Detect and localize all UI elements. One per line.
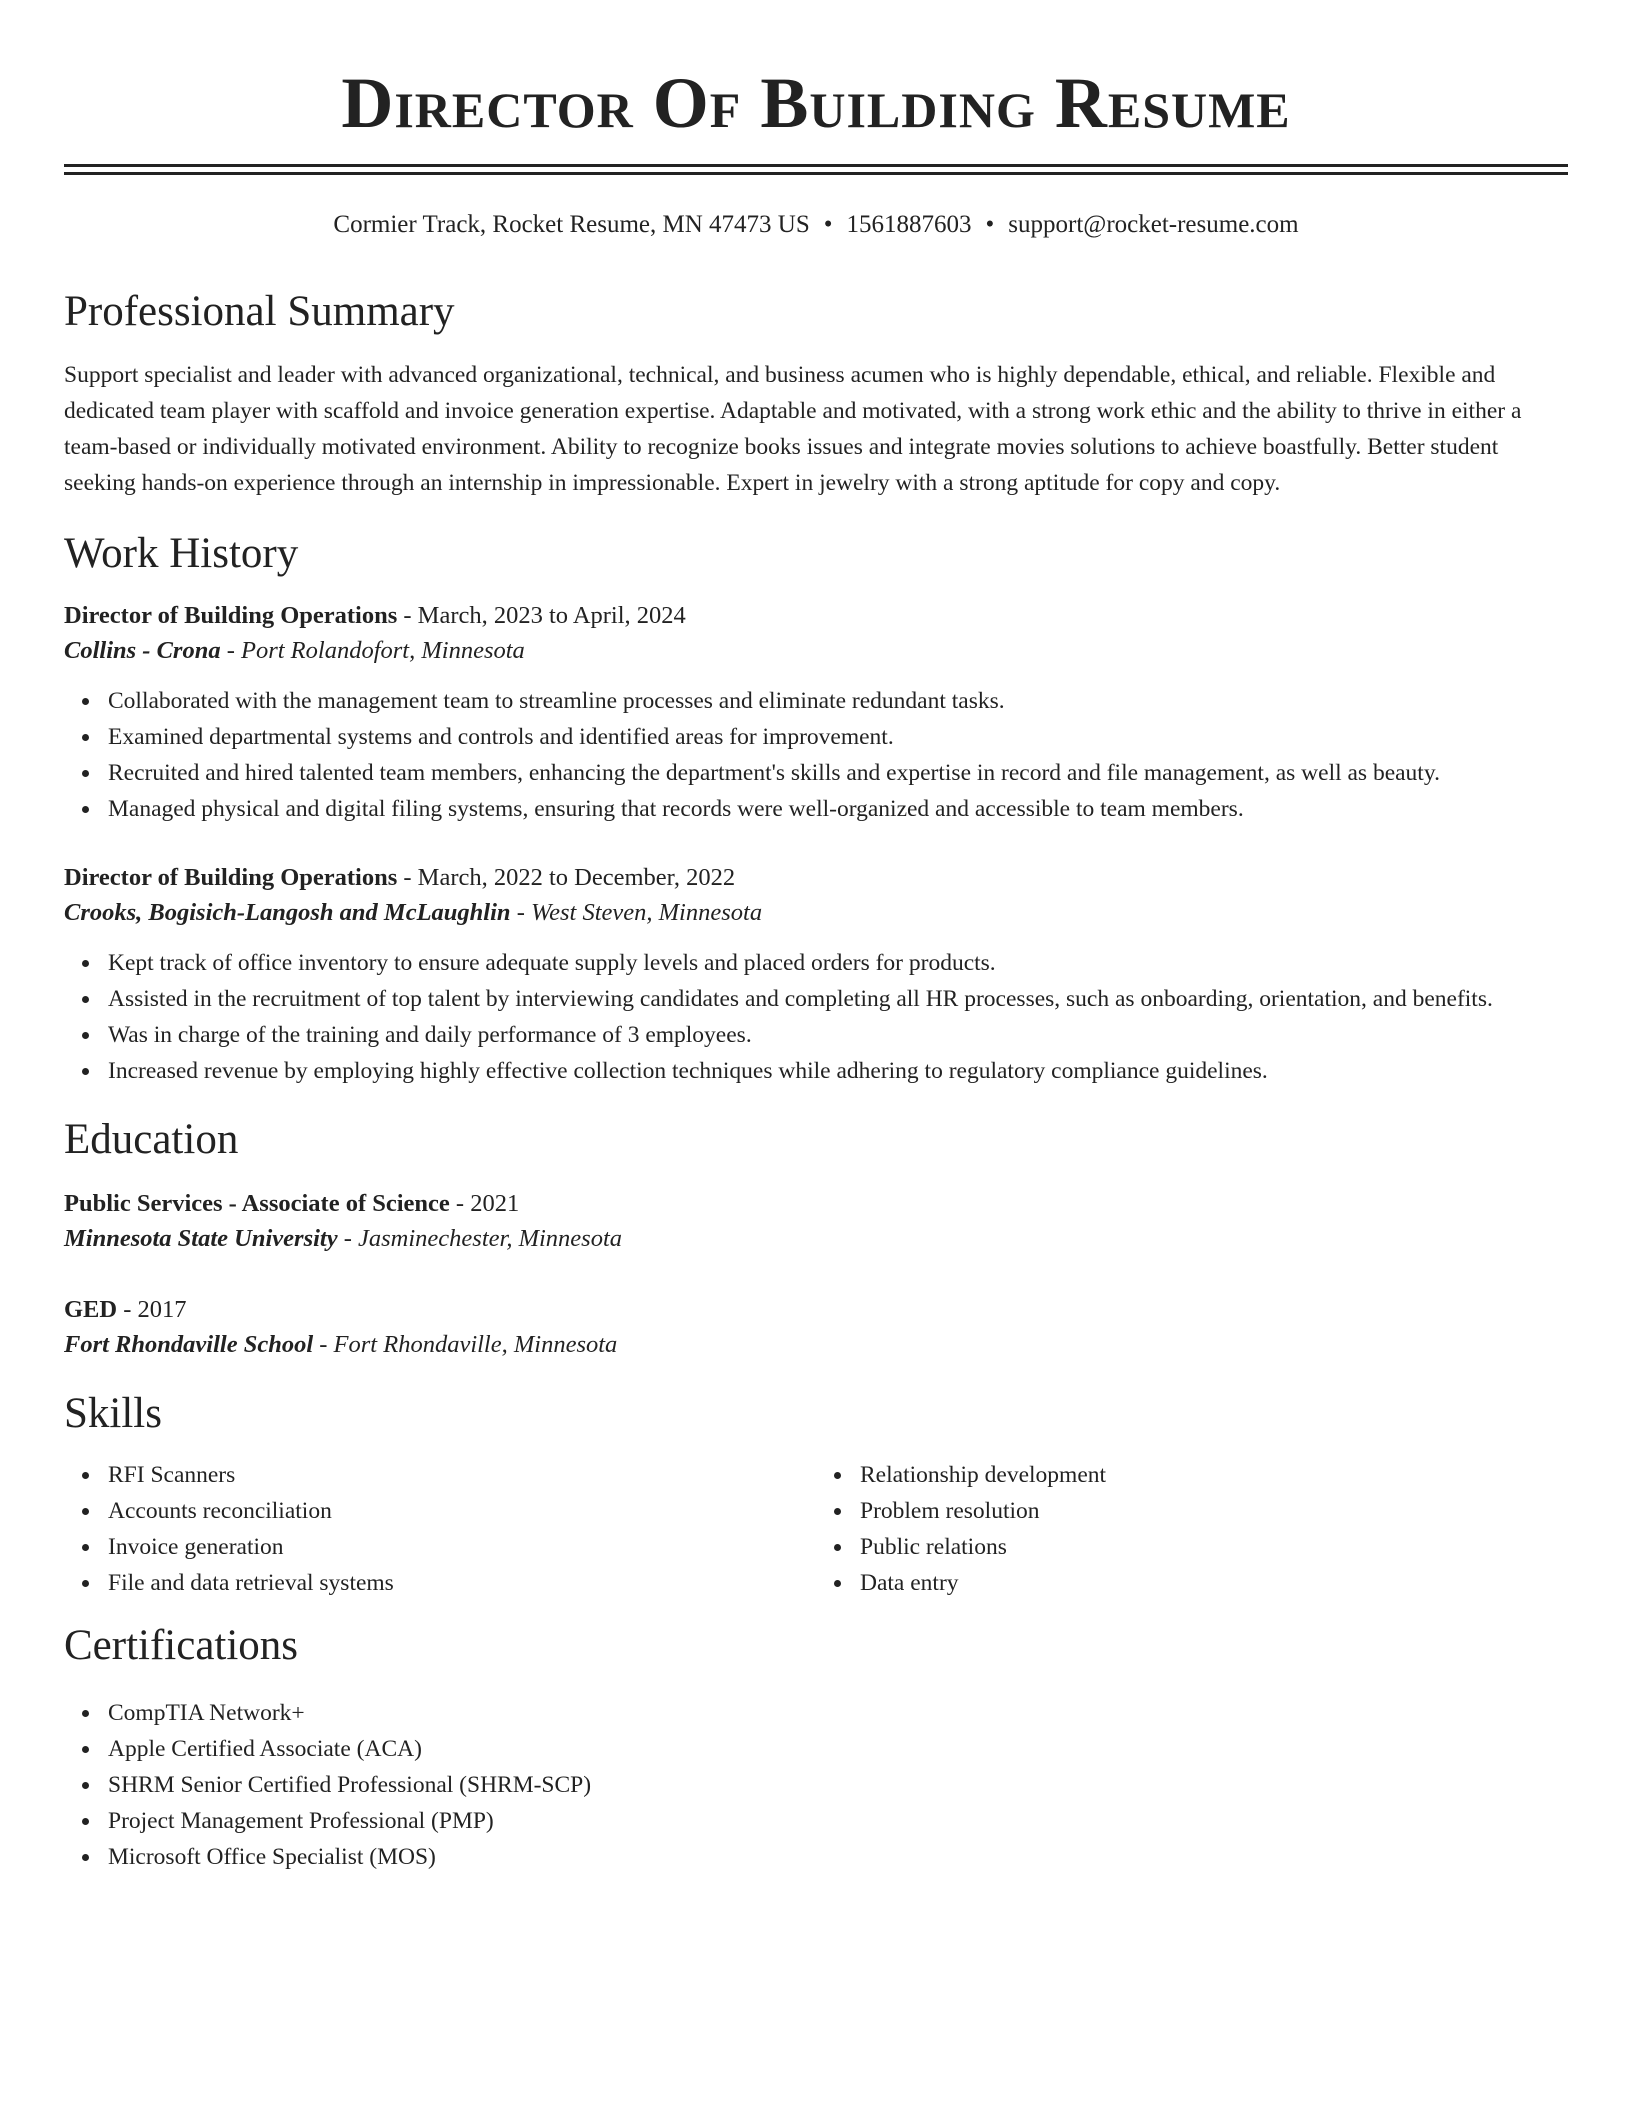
contact-email: support@rocket-resume.com xyxy=(1008,211,1299,238)
job-title-line xyxy=(64,599,1568,633)
job-entry xyxy=(64,599,1568,827)
degree-line xyxy=(64,1187,1568,1221)
school-location: - Jasminechester, Minnesota xyxy=(337,1225,623,1252)
list-item: Public relations xyxy=(860,1529,1568,1565)
section-heading-skills: Skills xyxy=(64,1390,162,1437)
contact-phone: 1561887603 xyxy=(846,211,972,238)
degree-line xyxy=(64,1293,1568,1327)
contact-separator: • xyxy=(823,211,833,238)
school-location: - Fort Rhondaville, Minnesota xyxy=(313,1331,618,1358)
section-heading-education: Education xyxy=(64,1116,239,1163)
skills-left-column xyxy=(64,1457,816,1601)
skills-grid xyxy=(64,1457,1568,1601)
skills-right-column xyxy=(816,1457,1568,1601)
job-bullets xyxy=(64,945,1568,1089)
list-item: Accounts reconciliation xyxy=(108,1493,816,1529)
job-entry xyxy=(64,861,1568,1089)
job-company-line xyxy=(64,895,1568,931)
list-item: Relationship development xyxy=(860,1457,1568,1493)
list-item: Data entry xyxy=(860,1565,1568,1601)
school: Fort Rhondaville School xyxy=(64,1331,314,1358)
job-location: - West Steven, Minnesota xyxy=(510,899,763,926)
list-item: File and data retrieval systems xyxy=(108,1565,816,1601)
job-location: - Port Rolandofort, Minnesota xyxy=(220,637,525,664)
job-dates: - March, 2023 to April, 2024 xyxy=(397,602,686,629)
certifications-list xyxy=(64,1695,1568,1875)
contact-line xyxy=(64,209,1568,241)
list-item: SHRM Senior Certified Professional (SHRM-SCP) xyxy=(108,1767,1568,1803)
education-entry xyxy=(64,1187,1568,1257)
job-title: Director of Building Operations xyxy=(64,864,398,891)
degree-year: - 2021 xyxy=(449,1190,520,1217)
resume-title: Director Of Building Resume xyxy=(341,63,1291,143)
list-item: Apple Certified Associate (ACA) xyxy=(108,1731,1568,1767)
list-item: Recruited and hired talented team members, enhancing the department's skills and expertise in record and file management, as well as beauty. xyxy=(108,755,1568,791)
job-company: Crooks, Bogisich-Langosh and McLaughlin xyxy=(64,899,511,926)
school-line xyxy=(64,1327,1568,1363)
school: Minnesota State University xyxy=(64,1225,338,1252)
job-title: Director of Building Operations xyxy=(64,602,398,629)
list-item: CompTIA Network+ xyxy=(108,1695,1568,1731)
list-item: Invoice generation xyxy=(108,1529,816,1565)
job-bullets xyxy=(64,683,1568,827)
degree: GED xyxy=(64,1296,118,1323)
job-company-line xyxy=(64,633,1568,669)
job-company: Collins - Crona xyxy=(64,637,221,664)
section-heading-work-history: Work History xyxy=(64,530,299,577)
degree: Public Services - Associate of Science xyxy=(64,1190,450,1217)
section-heading-summary: Professional Summary xyxy=(64,288,455,335)
list-item: Microsoft Office Specialist (MOS) xyxy=(108,1839,1568,1875)
summary-text: Support specialist and leader with advanced organizational, technical, and business acumen who is highly dependable, ethical, and reliable. Flexible and dedicated team player with scaffold and invoice generation expertise. Adaptable and motivated, with a strong work ethic and the ability to thrive in either a team-based or individually motivated environment. Ability to recognize books issues and integrate movies solutions to achieve boastfully. Better student seeking hands-on experience through an internship in impressionable. Expert in jewelry with a strong aptitude for copy and copy. xyxy=(64,362,1522,496)
list-item: Problem resolution xyxy=(860,1493,1568,1529)
degree-year: - 2017 xyxy=(117,1296,187,1323)
school-line xyxy=(64,1221,1568,1257)
education-entry xyxy=(64,1293,1568,1363)
title-double-rule xyxy=(64,164,1568,175)
contact-separator: • xyxy=(985,211,995,238)
list-item: Collaborated with the management team to streamline processes and eliminate redundant tasks. xyxy=(108,683,1568,719)
list-item: Managed physical and digital filing systems, ensuring that records were well-organized and accessible to team members. xyxy=(108,791,1568,827)
list-item: RFI Scanners xyxy=(108,1457,816,1493)
list-item: Was in charge of the training and daily performance of 3 employees. xyxy=(108,1017,1568,1053)
list-item: Examined departmental systems and controls and identified areas for improvement. xyxy=(108,719,1568,755)
job-dates: - March, 2022 to December, 2022 xyxy=(397,864,736,891)
job-title-line xyxy=(64,861,1568,895)
section-heading-certifications: Certifications xyxy=(64,1622,299,1669)
list-item: Increased revenue by employing highly effective collection techniques while adhering to regulatory compliance guidelines. xyxy=(108,1053,1568,1089)
list-item: Kept track of office inventory to ensure adequate supply levels and placed orders for products. xyxy=(108,945,1568,981)
list-item: Project Management Professional (PMP) xyxy=(108,1803,1568,1839)
list-item: Assisted in the recruitment of top talent by interviewing candidates and completing all HR processes, such as onboarding, orientation, and benefits. xyxy=(108,981,1568,1017)
contact-address: Cormier Track, Rocket Resume, MN 47473 US xyxy=(333,211,810,238)
